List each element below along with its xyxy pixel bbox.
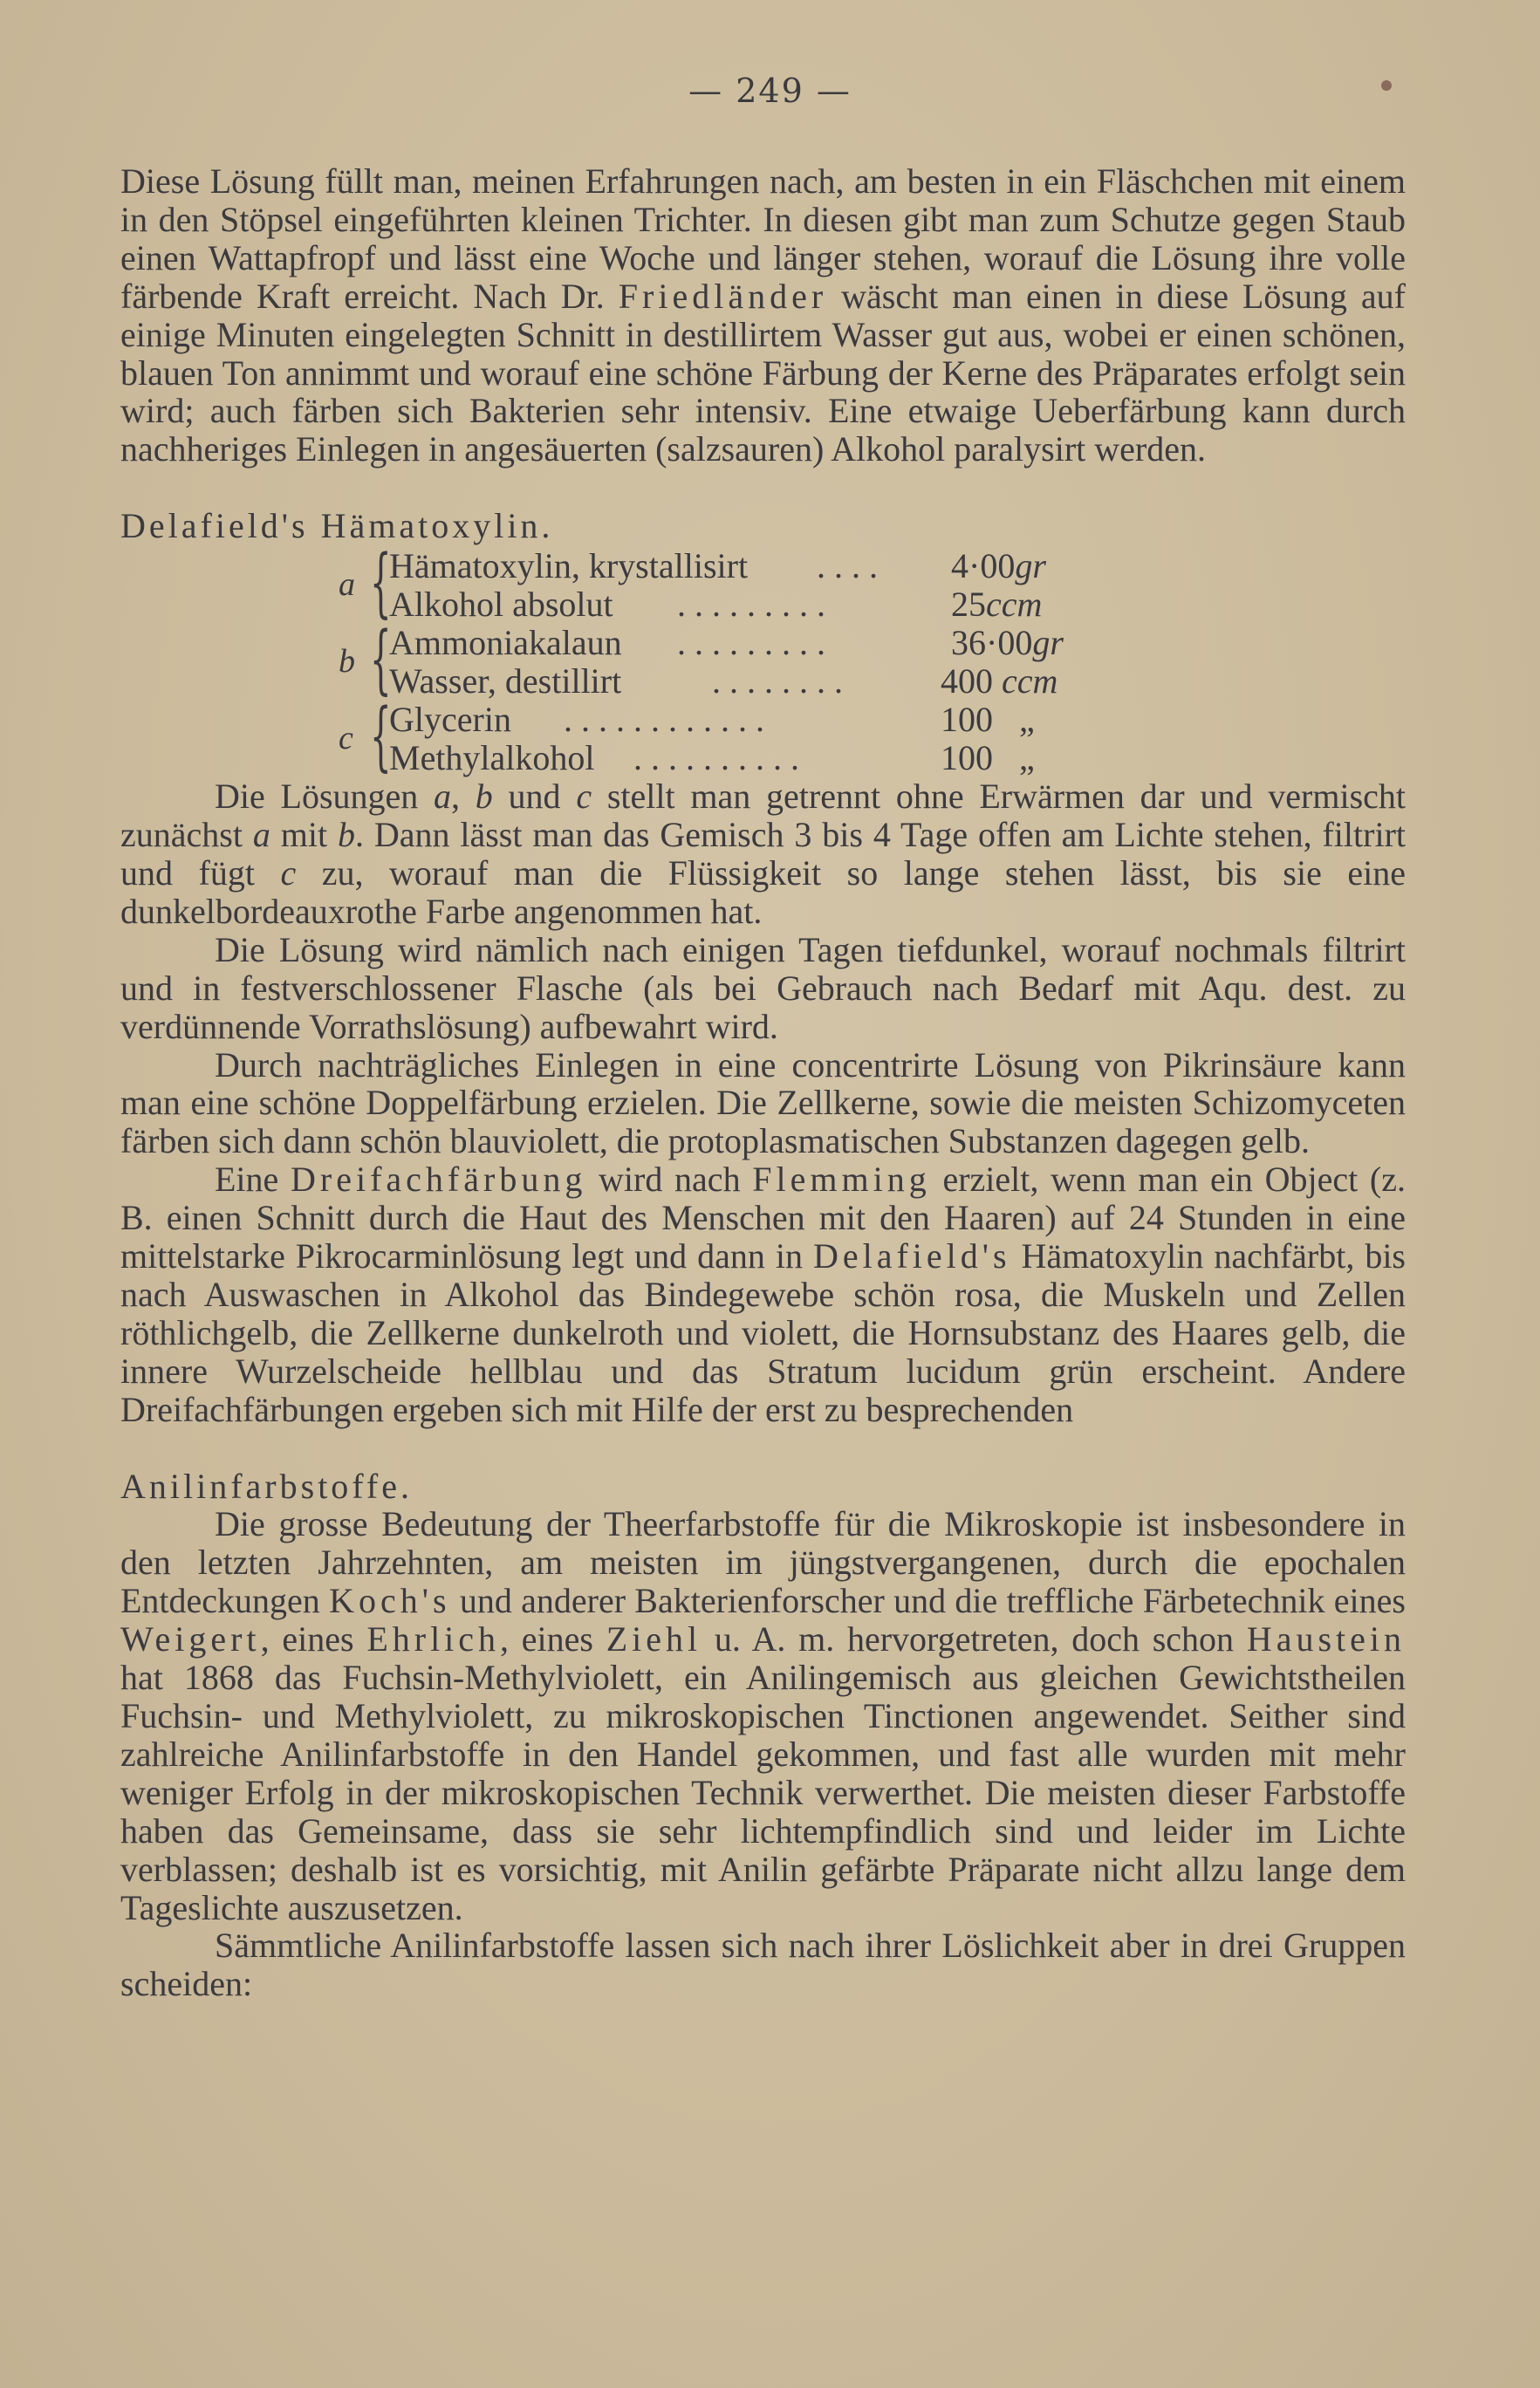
recipe-group-a (339, 539, 1248, 627)
brace-icon: { (370, 616, 392, 704)
paragraph-loesung-fuellt: Diese Lösung füllt man, meinen Erfahrungen nach, am besten in ein Fläschchen mit einem in den Stöpsel eingeführten kleinen Trichter. In diesen gibt man zum Schutze gegen Staub einen Wattapfropf und lässt eine Woche und länger stehen, worauf die Lösung ihre volle färbende Kraft erreicht. Nach Dr. Friedländer wäscht man einen in diese Lösung auf einige Minuten eingelegten Schnitt in destillirtem Wasser gut aus, wobei er einen schönen, blauen Ton annimmt und worauf eine schöne Färbung der Kerne des Präparates erfolgt sein wird; auch färben sich Bakterien sehr intensiv. Eine etwaige Ueberfärbung kann durch nachheriges Einlegen in angesäuerten (salzsauren) Alkohol paralysirt werden. (120, 161, 1406, 469)
paragraph-grosse: Die grosse Bedeutung der Theerfarbstoffe für die Mikroskopie ist insbesondere in den letzten Jahrzehnten, am meisten im jüngstvergangenen, durch die epochalen Entdeckungen Koch's und anderer Bakterienforscher und die treffliche Färbetechnik eines Weigert, eines Ehrlich, eines Ziehl u. A. m. hervorgetreten, doch schon Haustein hat 1868 das Fuchsin-Methylviolett, ein Anilingemisch aus gleichen Gewichtstheilen Fuchsin- und Methylviolett, zu mikroskopischen Tinctionen angewendet. Seither sind zahlreiche Anilinfarbstoffe in den Handel gekommen, und fast alle wurden mit mehr weniger Erfolg in der mikroskopischen Technik verwerthet. Die meisten dieser Farbstoffe haben das Gemeinsame, dass sie sehr lichtempfindlich sind und leider im Lichte verblassen; deshalb ist es vorsichtig, mit Anilin gefärbte Präparate nicht allzu lange dem Tageslichte auszusetzen. (120, 1504, 1406, 1927)
brace-icon: { (370, 539, 392, 627)
recipe-group-c (339, 693, 1248, 781)
name-friedlaender: Friedländer (618, 276, 828, 316)
recipe-row: Hämatoxylin, krystallisirt . . . . 4·00gr (389, 546, 1046, 586)
recipe-row: Methylalkohol . . . . . . . . . . 100 „ (389, 738, 1035, 778)
heading-delafield: Delafield's Hämatoxylin. (120, 506, 554, 546)
group-label: c (339, 720, 353, 757)
paragraph-dreifach: Eine Dreifachfärbung wird nach Flemming erzielt, wenn man ein Object (z. B. einen Schnitt durch die Haut des Menschen mit den Haaren) auf 24 Stunden in eine mittelstarke Pikrocarminlösung legt und dann in Delafield's Hämatoxylin nachfärbt, bis nach Auswaschen in Alkohol das Bindegewebe schön rosa, die Muskeln und Zellen röthlichgelb, die Zellkerne dunkelroth und violett, die Hornsubstanz des Haares gelb, die innere Wurzelscheide hellblau und das Stratum lucidum grün erscheint. Andere Dreifachfärbungen ergeben sich mit Hilfe der erst zu besprechenden (120, 1160, 1406, 1429)
page-body (120, 162, 1406, 2003)
paragraph-durch: Durch nachträgliches Einlegen in eine concentrirte Lösung von Pikrinsäure kann man eine schöne Doppelfärbung erzielen. Die Zellkerne, sowie die meisten Schizomyceten färben sich dann schön blauviolett, die protoplasmatischen Substanzen dagegen gelb. (120, 1044, 1406, 1161)
recipe-row: Glycerin . . . . . . . . . . . . 100 „ (389, 700, 1035, 740)
heading-anilin: Anilinfarbstoffe. (120, 1466, 413, 1506)
group-label: a (339, 566, 355, 604)
ink-spot (1381, 80, 1392, 91)
paragraph-saemmtliche: Sämmtliche Anilinfarbstoffe lassen sich nach ihrer Löslichkeit aber in drei Gruppen scheiden: (120, 1926, 1406, 2004)
group-label: b (339, 643, 355, 681)
brace-icon: { (370, 693, 392, 781)
paragraph-loesung-wird: Die Lösung wird nämlich nach einigen Tagen tiefdunkel, worauf nochmals filtrirt und in festverschlossener Flasche (als bei Gebrauch nach Bedarf mit Aqu. dest. zu verdünnende Vorrathslösung) aufbewahrt wird. (120, 929, 1406, 1046)
paragraph-loesungen: Die Lösungen a, b und c stellt man getrennt ohne Erwärmen dar und vermischt zunächst a mit b. Dann lässt man das Gemisch 3 bis 4 Tage offen am Lichte stehen, filtrirt und fügt c zu, worauf man die Flüssigkeit so lange stehen lässt, bis sie eine dunkelbordeauxrothe Farbe angenommen hat. (120, 777, 1407, 931)
page-number: — 249 — (688, 72, 852, 110)
recipe-table (339, 539, 1248, 781)
recipe-row: Alkohol absolut . . . . . . . . . 25ccm (389, 585, 1043, 625)
recipe-group-b (339, 616, 1248, 704)
recipe-row: Wasser, destillirt . . . . . . . . 400 ccm (389, 661, 1058, 701)
recipe-row: Ammoniakalaun . . . . . . . . . 36·00gr (389, 623, 1064, 663)
